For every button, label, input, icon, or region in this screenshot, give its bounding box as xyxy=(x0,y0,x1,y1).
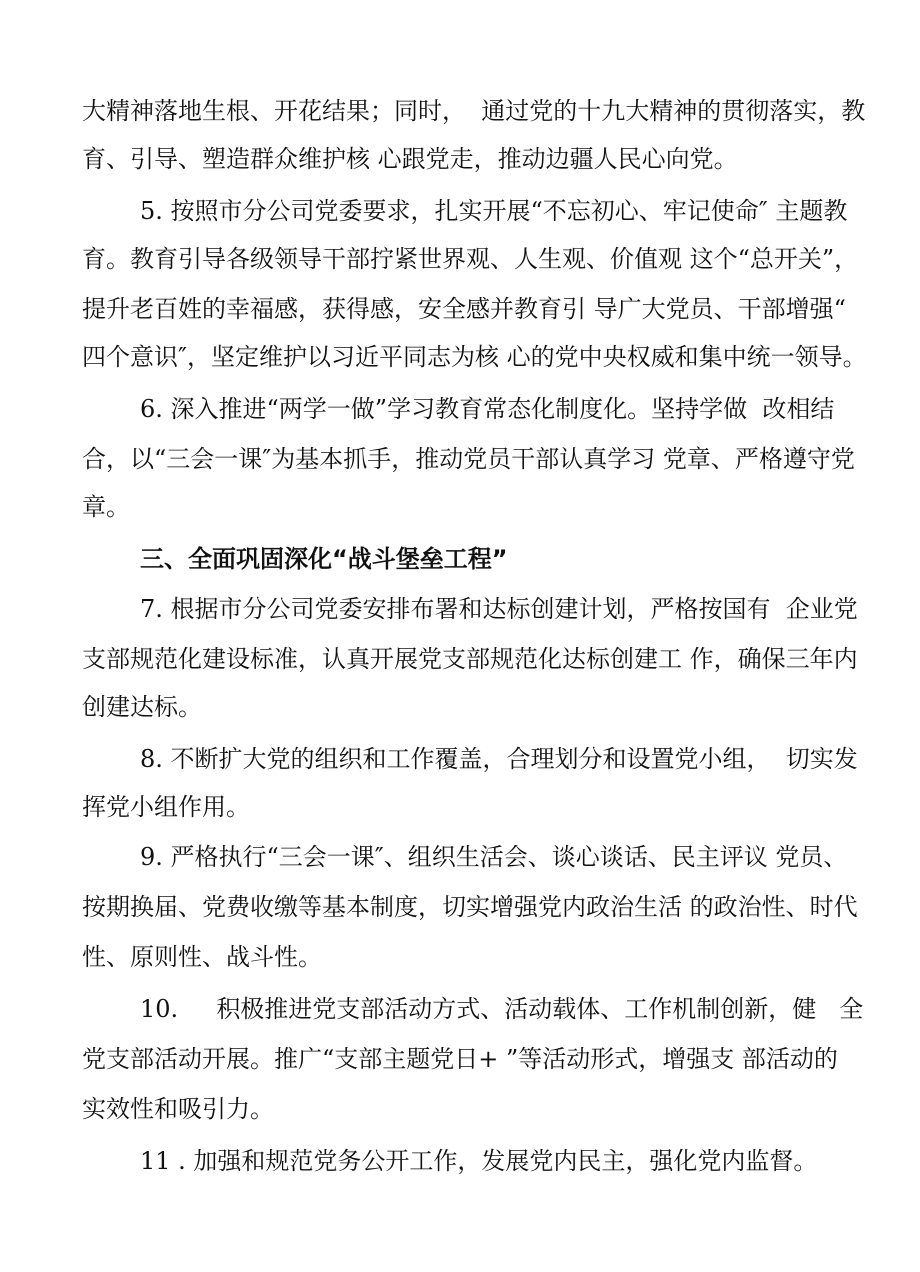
body-text-line: 大精神落地生根、开花结果；同时， 通过党的十九大精神的贯彻落实，教 xyxy=(82,97,866,125)
body-text-line: 7. 根据市分公司党委安排布署和达标创建计划，严格按国有 企业党 xyxy=(140,595,858,623)
body-text-line: 实效性和吸引力。 xyxy=(82,1095,274,1123)
body-text-line: 8. 不断扩大党的组织和工作覆盖，合理划分和设置党小组， 切实发 xyxy=(140,745,858,773)
body-text-line: 党支部活动开展。推广“支部主题党日+ ”等活动形式，增强支 部活动的 xyxy=(82,1045,838,1073)
body-text-line: 9. 严格执行“三会一课″、组织生活会、谈心谈话、民主评议 党员、 xyxy=(140,843,848,871)
body-text-line: 创建达标。 xyxy=(82,693,202,721)
body-text-line: 5. 按照市分公司党委要求，扎实开展“不忘初心、牢记使命″ 主题教 xyxy=(140,197,848,225)
body-text-line: 10. 积极推进党支部活动方式、活动载体、工作机制创新，健 全 xyxy=(140,995,864,1023)
section-heading: 三、全面巩固深化“战斗堡垒工程” xyxy=(140,545,508,573)
body-text-line: 章。 xyxy=(82,493,130,521)
body-text-line: 育、引导、塑造群众维护核 心跟党走，推动边疆人民心向党。 xyxy=(82,145,738,173)
body-text-line: 11 . 加强和规范党务公开工作，发展党内民主，强化党内监督。 xyxy=(140,1147,818,1175)
body-text-line: 育。教育引导各级领导干部拧紧世界观、人生观、价值观 这个“总开关”， xyxy=(82,245,859,273)
body-text-line: 6. 深入推进“两学一做”学习教育常态化制度化。坚持学做 改相结 xyxy=(140,395,835,423)
body-text-line: 四个意识″，坚定维护以习近平同志为核 心的党中央权威和集中统一领导。 xyxy=(82,343,867,371)
body-text-line: 性、原则性、战斗性。 xyxy=(82,943,322,971)
body-text-line: 支部规范化建设标准，认真开展党支部规范化达标创建工 作，确保三年内 xyxy=(82,645,858,673)
body-text-line: 提升老百姓的幸福感，获得感，安全感并教育引 导广大党员、干部增强“ xyxy=(82,295,846,323)
body-text-line: 合，以“三会一课″为基本抓手，推动党员干部认真学习 党章、严格遵守党 xyxy=(82,445,855,473)
body-text-line: 按期换届、党费收缴等基本制度，切实增强党内政治生活 的政治性、时代 xyxy=(82,893,858,921)
body-text-line: 挥党小组作用。 xyxy=(82,793,250,821)
